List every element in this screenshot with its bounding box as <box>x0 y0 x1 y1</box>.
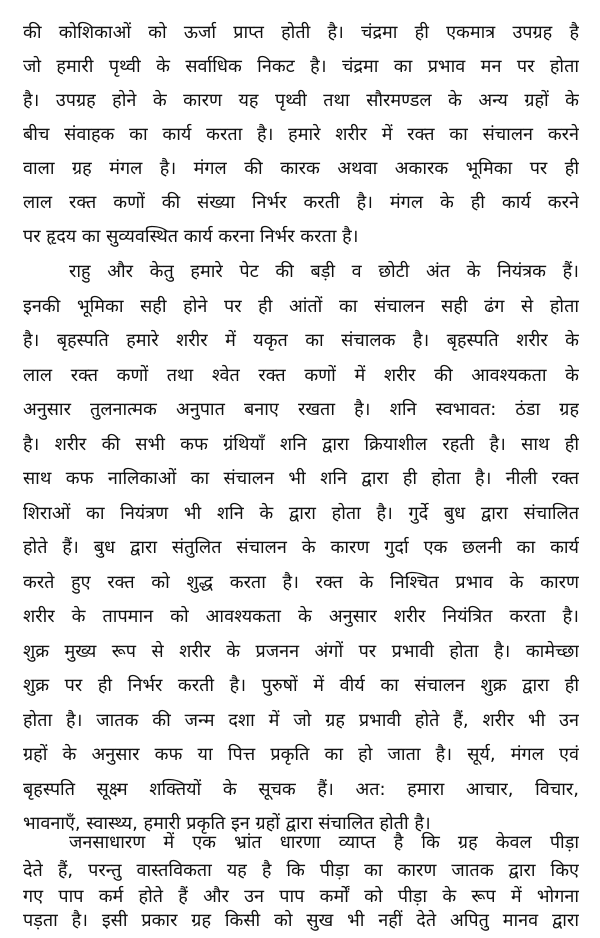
text-line: जनसाधारण में एक भ्रांत धारणा व्याप्त है कि ग्रह केवल पीड़ा <box>69 832 579 853</box>
text-line: शुक्र मुख्य रूप से शरीर के प्रजनन अंगों पर प्रभावी होता है। कामेच्छा <box>23 641 579 662</box>
text-line: गए पाप कर्म होते हैं और उन पाप कर्मों को पीड़ा के रूप में भोगना <box>23 886 579 907</box>
text-line: लाल रक्त कणों तथा श्वेत रक्त कणों में शरीर की आवश्यकता के <box>23 365 579 386</box>
text-line: होते हैं। बुध द्वारा संतुलित संचालन के कारण गुर्दा एक छलनी का कार्य <box>23 537 579 558</box>
text-line: इनकी भूमिका सही होने पर ही आंतों का संचालन सही ढंग से होता <box>23 296 579 317</box>
text-line: बृहस्पति सूक्ष्म शक्तियों के सूचक हैं। अत: हमारा आचार, विचार, <box>23 779 579 800</box>
text-line: साथ कफ नालिकाओं का संचालन भी शनि द्वारा ही होता है। नीली रक्त <box>23 468 579 489</box>
text-line: लाल रक्त कणों की संख्या निर्भर करती है। मंगल के ही कार्य करने <box>23 192 579 213</box>
text-line: भावनाएँ, स्वास्थ्य, हमारी प्रकृति इन ग्रहों द्वारा संचालित होती है। <box>23 813 431 834</box>
text-line: ग्रहों के अनुसार कफ या पित्त प्रकृति का हो जाता है। सूर्य, मंगल एवं <box>23 744 579 765</box>
text-line: है। उपग्रह होने के कारण यह पृथ्वी तथा सौरमण्डल के अन्य ग्रहों के <box>23 90 579 111</box>
text-line: पड़ता है। इसी प्रकार ग्रह किसी को सुख भी नहीं देते अपितु मानव द्वारा <box>23 910 579 931</box>
text-line: पर हृदय का सुव्यवस्थित कार्य करना निर्भर करता है। <box>23 226 359 247</box>
text-line: शिराओं का नियंत्रण भी शनि के द्वारा होता है। गुर्दे बुध द्वारा संचालित <box>23 503 579 524</box>
text-line: बीच संवाहक का कार्य करता है। हमारे शरीर में रक्त का संचालन करने <box>23 124 579 145</box>
text-line: देते हैं, परन्तु वास्तविकता यह है कि पीड़ा का कारण जातक द्वारा किए <box>23 860 579 881</box>
text-line: है। शरीर की सभी कफ ग्रंथियाँ शनि द्वारा क्रियाशील रहती है। साथ ही <box>23 434 579 455</box>
text-line: अनुसार तुलनात्मक अनुपात बनाए रखता है। शनि स्वभावत: ठंडा ग्रह <box>23 399 579 420</box>
text-line: शरीर के तापमान को आवश्यकता के अनुसार शरीर नियंत्रित करता है। <box>23 606 579 627</box>
text-line: शुक्र पर ही निर्भर करती है। पुरुषों में वीर्य का संचालन शुक्र द्वारा ही <box>23 675 579 696</box>
text-line: है। बृहस्पति हमारे शरीर में यकृत का संचालक है। बृहस्पति शरीर के <box>23 330 579 351</box>
text-line: की कोशिकाओं को ऊर्जा प्राप्त होती है। चंद्रमा ही एकमात्र उपग्रह है <box>23 22 579 43</box>
text-line: वाला ग्रह मंगल है। मंगल की कारक अथवा अकारक भूमिका पर ही <box>23 158 579 179</box>
text-line: करते हुए रक्त को शुद्ध करता है। रक्त के निश्चित प्रभाव के कारण <box>23 572 579 593</box>
text-line: राहु और केतु हमारे पेट की बड़ी व छोटी अंत के नियंत्रक हैं। <box>69 261 579 282</box>
text-line: जो हमारी पृथ्वी के सर्वाधिक निकट है। चंद्रमा का प्रभाव मन पर होता <box>23 56 579 77</box>
text-line: होता है। जातक की जन्म दशा में जो ग्रह प्रभावी होते हैं, शरीर भी उन <box>23 710 579 731</box>
